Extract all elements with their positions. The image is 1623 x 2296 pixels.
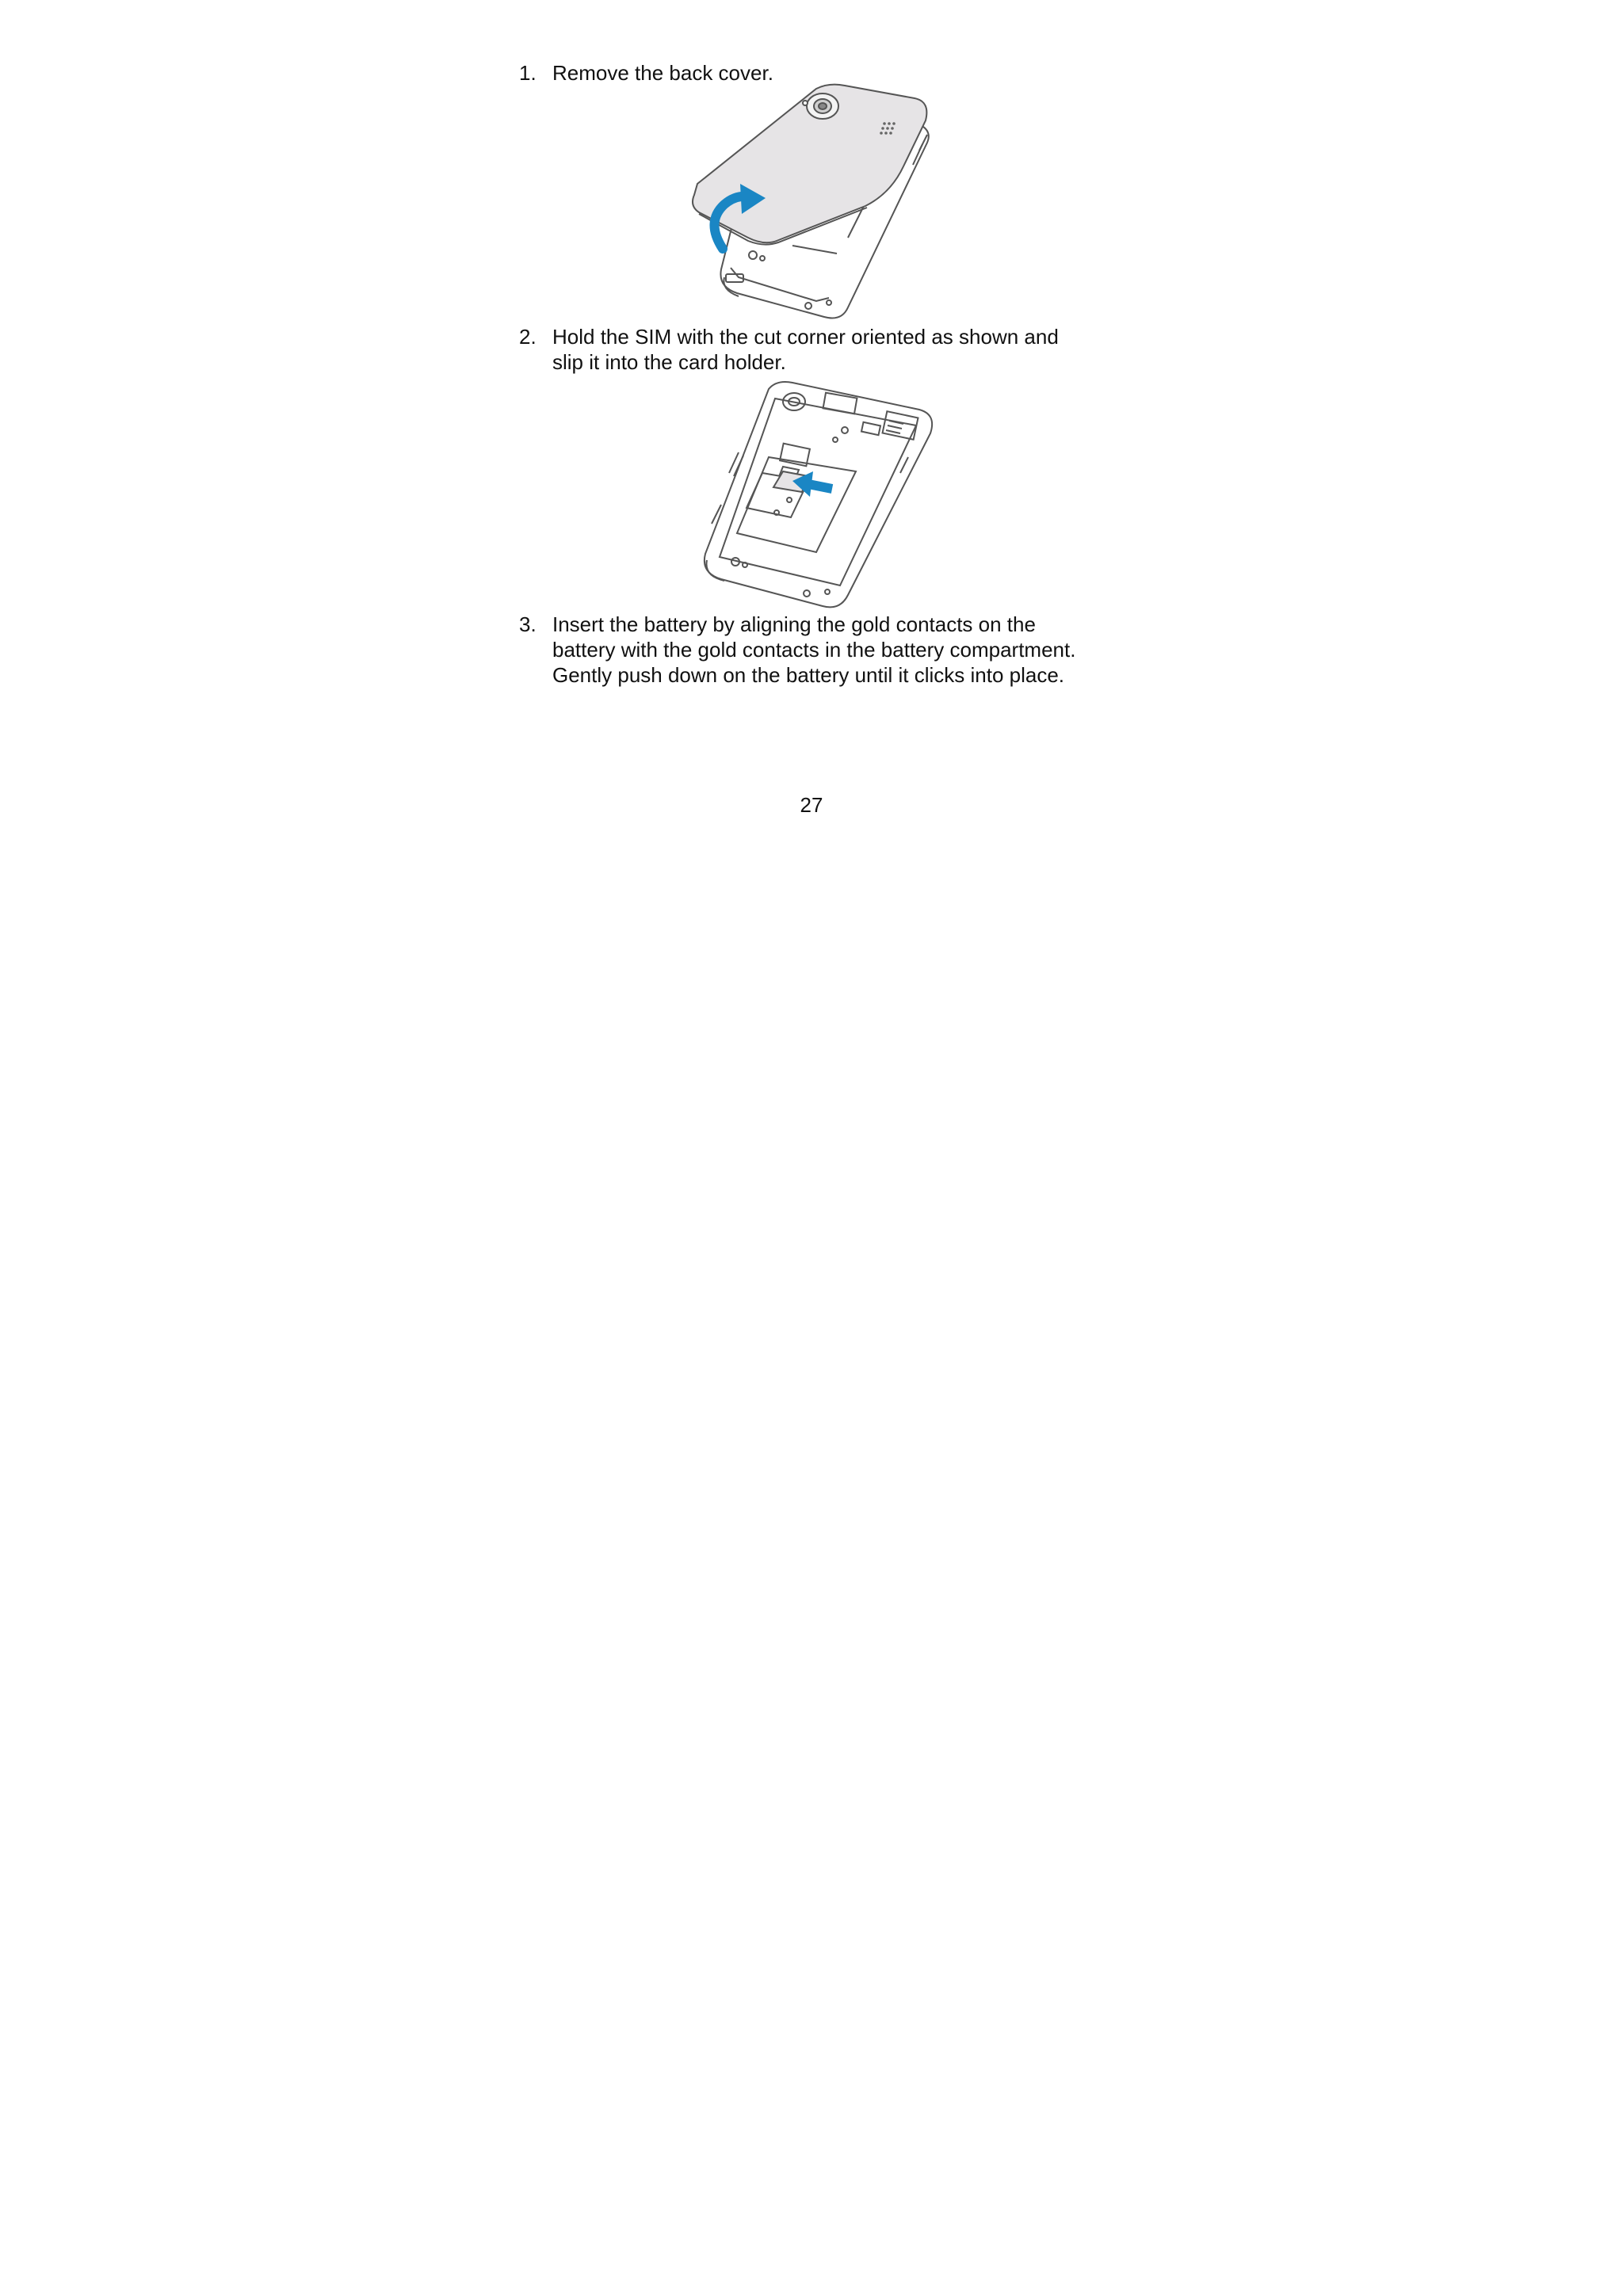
step-text-line: Hold the SIM with the cut corner oriented as shown and [552, 325, 1059, 349]
step-text-line: Gently push down on the battery until it clicks into place. [552, 663, 1065, 687]
step-text-line: battery with the gold contacts in the battery compartment. [552, 638, 1076, 662]
step-number: 1. [519, 61, 537, 85]
step-text-line: slip it into the card holder. [552, 350, 786, 374]
step-3 [519, 612, 1121, 688]
step-text-line: Insert the battery by aligning the gold contacts on the [552, 612, 1036, 636]
step-number: 2. [519, 325, 537, 349]
step-2 [519, 324, 1121, 375]
step-text-line: Remove the back cover. [552, 61, 773, 85]
step-number: 3. [519, 612, 537, 636]
sim-card-insertion-illustration [689, 378, 943, 612]
page-number: 27 [800, 793, 823, 817]
phone-back-cover-removal-illustration [689, 79, 943, 321]
